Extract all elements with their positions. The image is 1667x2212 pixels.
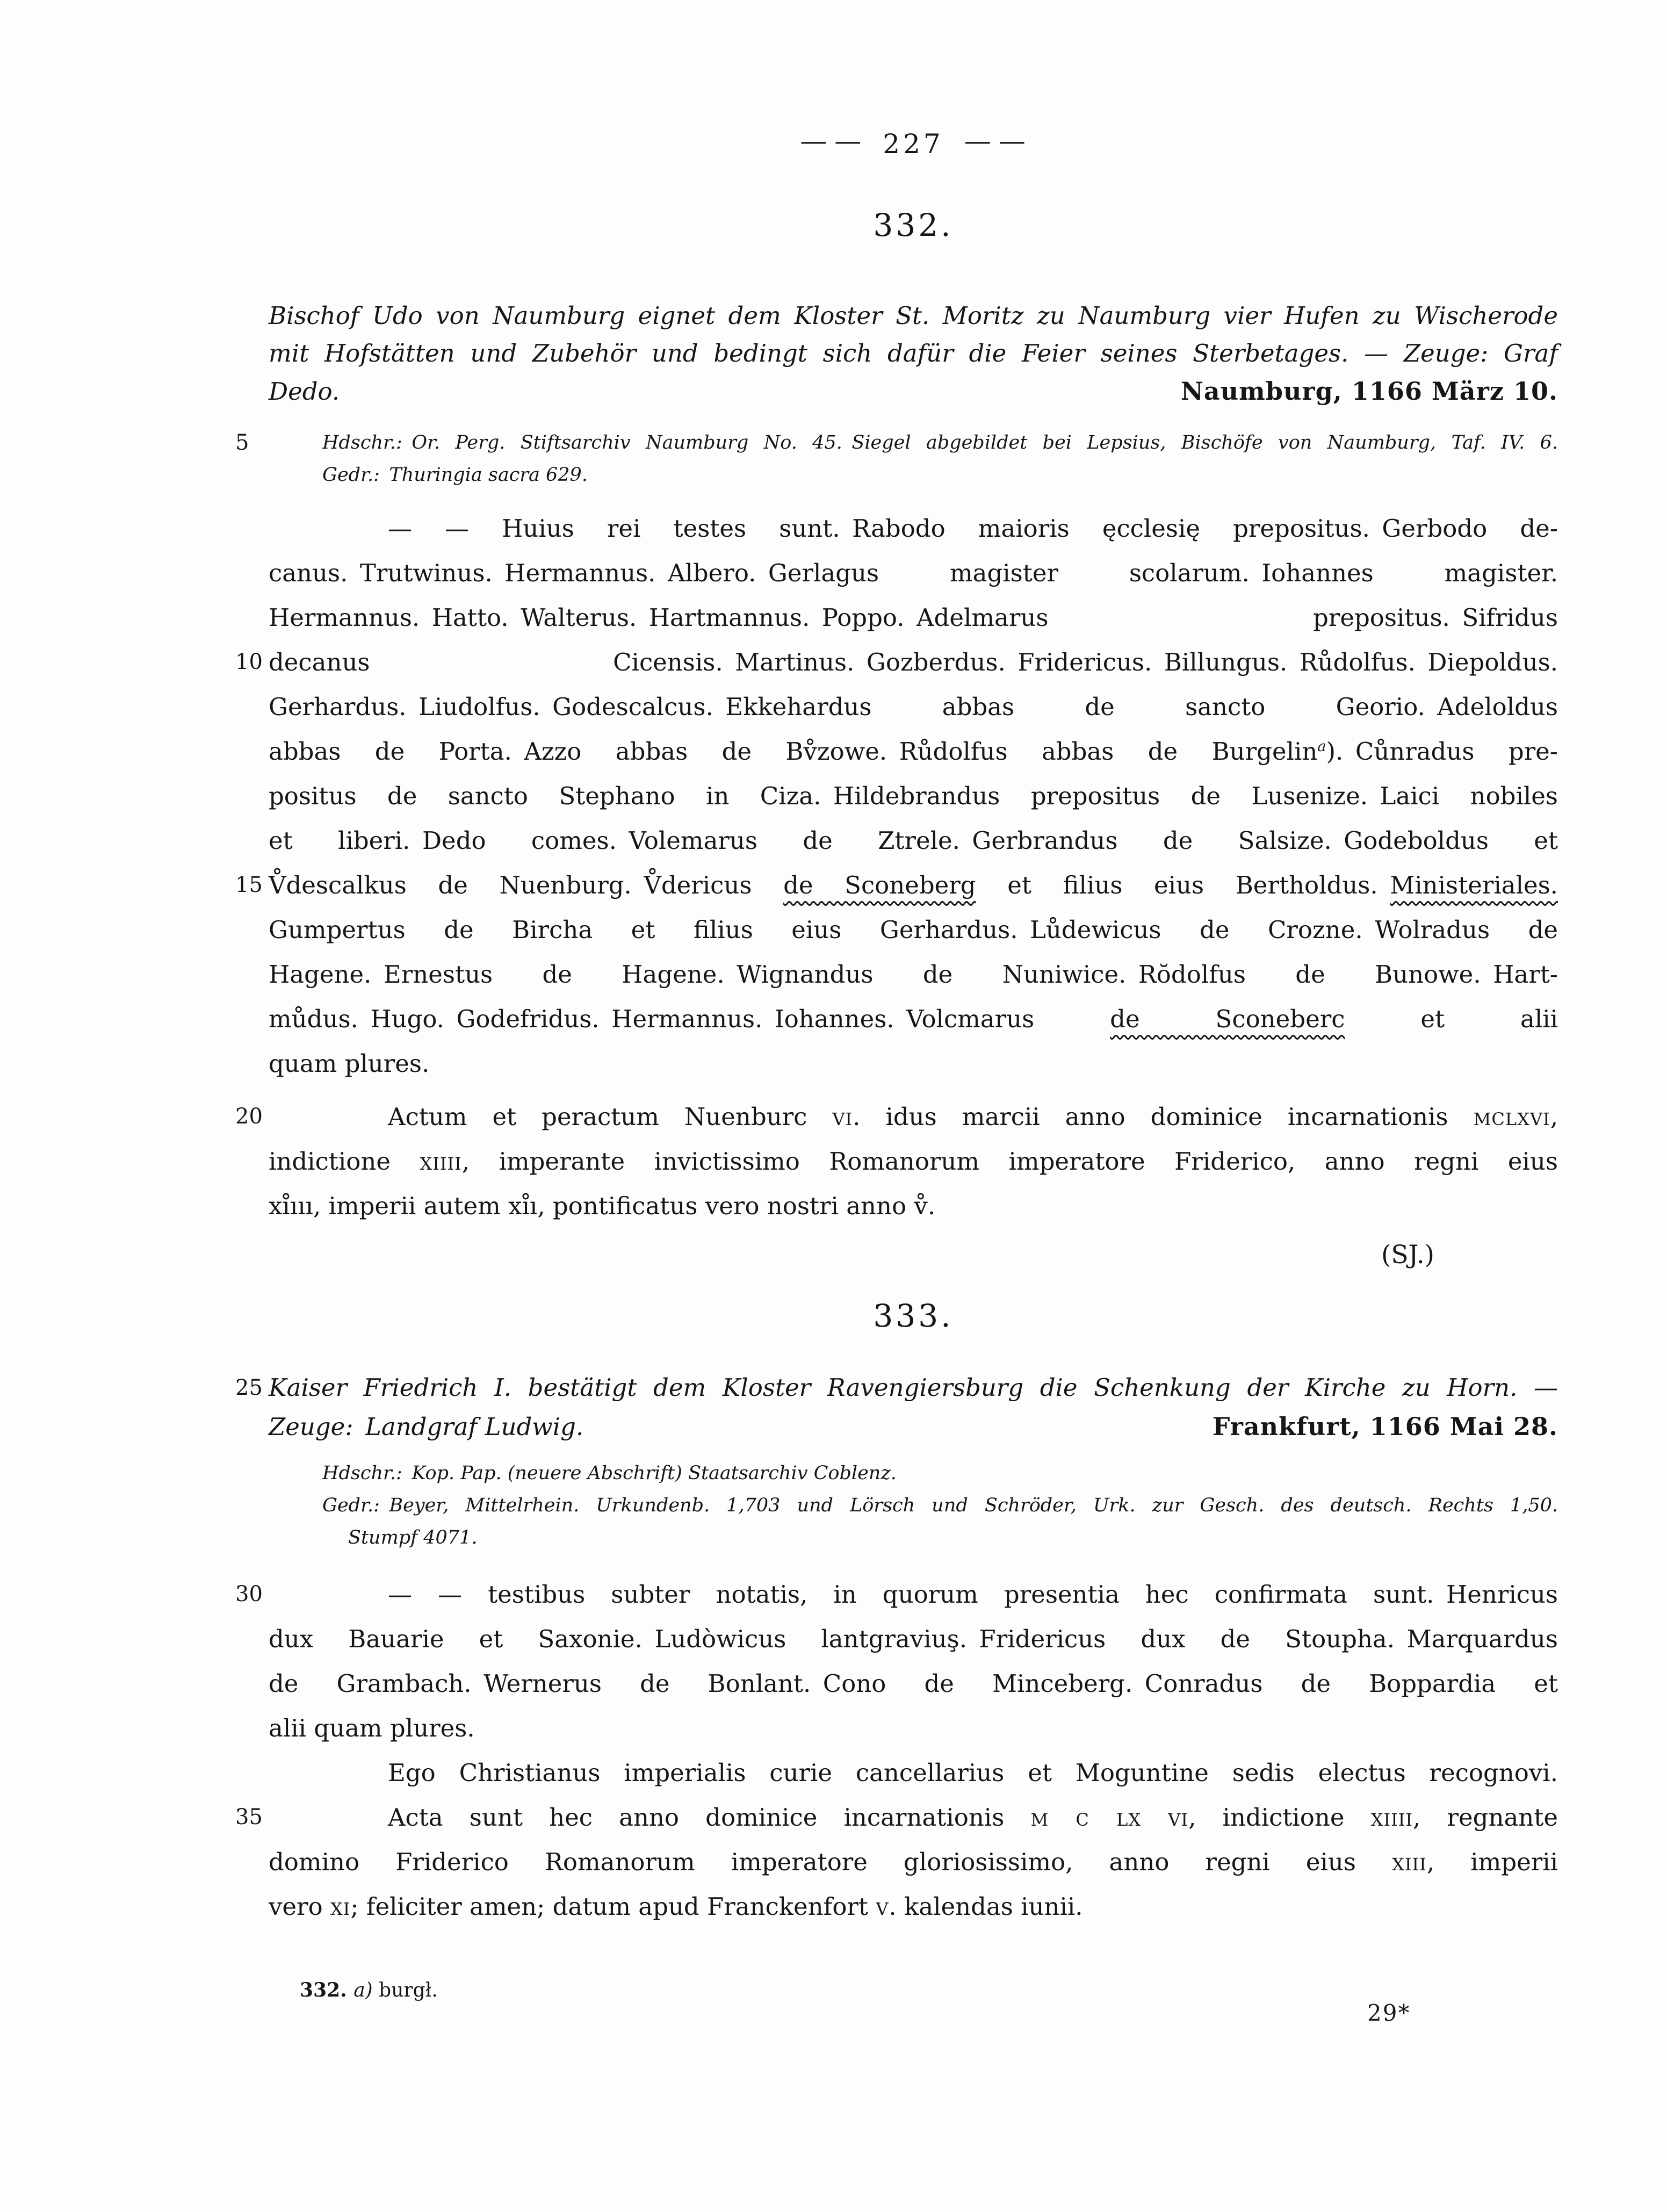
text-segment: v bbox=[876, 1892, 889, 1921]
text-segment: ). Cůnradus pre- bbox=[1326, 737, 1558, 766]
text-line bbox=[235, 1094, 1558, 1139]
text-line bbox=[235, 640, 1558, 685]
text-line bbox=[235, 863, 1558, 907]
text-segment: Actum et peractum Nuenburc bbox=[388, 1103, 833, 1131]
source-line: Stumpf 4071. bbox=[348, 1527, 478, 1548]
text-segment: vero bbox=[269, 1892, 330, 1921]
charter-332-place-date: Naumburg, 1166 März 10. bbox=[1180, 377, 1558, 406]
text-segment: V̊descalkus de Nuenburg. V̊dericus bbox=[269, 871, 784, 899]
text-segment: et alii bbox=[1345, 1005, 1558, 1033]
source-text: Hdschr.: Or. Perg. Stiftsarchiv Naumburg No. 45. Siegel abgebildet bei Lepsius, Bischöfe von Naumburg, Taf. IV. 6. bbox=[322, 432, 1558, 453]
page-header bbox=[269, 0, 1558, 163]
text-line bbox=[235, 1572, 1558, 1617]
text-segment: xi bbox=[330, 1892, 351, 1921]
text-line bbox=[269, 774, 1558, 818]
regest-line-end: Dedo. bbox=[269, 377, 340, 406]
text-segment: alii quam plures. bbox=[269, 1714, 475, 1742]
text-segment: , indictione bbox=[1188, 1803, 1371, 1832]
text-segment: Gumpertus de Bircha et filius eius Gerhardus. Lůdewicus de Crozne. Wolradus de bbox=[269, 916, 1558, 944]
regest-text: Kaiser Friedrich I. bestätigt dem Kloster Ravengiersburg die Schenkung der Kirche zu Horn. — bbox=[269, 1373, 1558, 1402]
text-line bbox=[235, 1795, 1558, 1840]
charter-333-text bbox=[235, 1572, 1558, 1929]
text-segment: xiiii bbox=[420, 1147, 462, 1176]
text-segment: Hagene. Ernestus de Hagene. Wignandus de Nuniwice. Rŏdolfus de Bunowe. Hart- bbox=[269, 960, 1558, 989]
text-segment: vi bbox=[832, 1103, 853, 1131]
text-line bbox=[269, 1041, 1558, 1086]
text-segment: canus. Trutwinus. Hermannus. Albero. Gerlagus magister scolarum. Iohannes magister. bbox=[269, 559, 1558, 587]
header-right-rule: — — bbox=[964, 125, 1027, 156]
text-segment: — — testibus subter notatis, in quorum presentia hec confirmata sunt. Henricus bbox=[388, 1580, 1558, 1609]
regest-line: mit Hofstätten und Zubehör und bedingt sich dafür die Feier seines Sterbetages. — Zeuge: Graf bbox=[269, 339, 1558, 368]
text-segment: , bbox=[1550, 1103, 1558, 1131]
text-line bbox=[269, 551, 1558, 595]
text-segment: a) bbox=[353, 1979, 373, 2001]
text-segment: xiii bbox=[1392, 1848, 1427, 1876]
text-segment: domino Friderico Romanorum imperatore gloriosissimo, anno regni eius bbox=[269, 1848, 1392, 1876]
text-line bbox=[269, 997, 1558, 1041]
margin-line-number: 25 bbox=[235, 1375, 263, 1400]
text-segment: quam plures. bbox=[269, 1049, 430, 1078]
text-segment: et liberi. Dedo comes. Volemarus de Ztrele. Gerbrandus de Salsize. Godeboldus et bbox=[269, 826, 1558, 855]
text-segment: dux Bauarie et Saxonie. Ludòwicus lantgraviuş. Fridericus dux de Stoupha. Marquardus bbox=[269, 1625, 1558, 1653]
text-line bbox=[269, 729, 1558, 774]
text-segment: et filius eius Bertholdus. bbox=[976, 871, 1390, 899]
text-line bbox=[269, 907, 1558, 952]
text-line bbox=[269, 818, 1558, 863]
charter-332-number: 332. bbox=[873, 207, 954, 243]
source-line: Hdschr.: Kop. Pap. (neuere Abschrift) Staatsarchiv Coblenz. bbox=[322, 1462, 897, 1484]
text-line-content bbox=[388, 1580, 1558, 1609]
text-line-content bbox=[388, 1103, 1558, 1131]
text-line bbox=[269, 685, 1558, 729]
source-line: Gedr.: Beyer, Mittelrhein. Urkundenb. 1,703 und Lörsch und Schröder, Urk. zur Gesch. des deutsch. Rechts 1,50. bbox=[322, 1495, 1558, 1516]
text-segment: decanus Cicensis. Martinus. Gozberdus. Fridericus. Billungus. Růdolfus. Diepoldus. bbox=[269, 648, 1558, 676]
text-segment: Ego Christianus imperialis curie cancellarius et Moguntine sedis electus recognovi. bbox=[388, 1759, 1558, 1787]
text-segment: 332. bbox=[300, 1979, 354, 2001]
text-segment: de Sconeberg bbox=[783, 871, 976, 899]
regest-dateline bbox=[269, 1407, 1558, 1446]
text-segment: a bbox=[1317, 738, 1326, 755]
text-line bbox=[269, 595, 1558, 640]
text-segment: mclxvi bbox=[1473, 1103, 1550, 1131]
source-line bbox=[235, 427, 1558, 459]
text-segment: abbas de Porta. Azzo abbas de Bv̊zowe. Růdolfus abbas de Burgelin bbox=[269, 737, 1318, 766]
printer-sheet-signature: 29* bbox=[1367, 2000, 1411, 2026]
margin-line-number: 5 bbox=[235, 430, 249, 455]
text-segment: Acta sunt hec anno dominice incarnationis bbox=[388, 1803, 1031, 1832]
text-segment: Hermannus. Hatto. Walterus. Hartmannus. Poppo. Adelmarus prepositus. Sifridus bbox=[269, 603, 1558, 632]
text-segment: ; feliciter amen; datum apud Franckenfort bbox=[350, 1892, 876, 1921]
margin-line-number: 15 bbox=[235, 873, 263, 897]
text-line bbox=[269, 1706, 1558, 1750]
regest-dateline bbox=[269, 372, 1558, 410]
text-segment: burgł. bbox=[372, 1979, 438, 2001]
header-left-rule: — — bbox=[800, 125, 863, 156]
text-segment: , imperante invictissimo Romanorum imperatore Friderico, anno regni eius bbox=[461, 1147, 1558, 1176]
text-segment: indictione bbox=[269, 1147, 420, 1176]
text-segment: positus de sancto Stephano in Ciza. Hildebrandus prepositus de Lusenize. Laici nobiles bbox=[269, 782, 1558, 810]
text-line bbox=[269, 952, 1558, 997]
source-line: Gedr.: Thuringia sacra 629. bbox=[322, 464, 588, 486]
text-line bbox=[269, 1840, 1558, 1884]
charter-332-text bbox=[235, 506, 1558, 1228]
text-segment: Ministeriales. bbox=[1390, 871, 1558, 899]
charter-333-sources bbox=[322, 1457, 1558, 1554]
charter-332-regest bbox=[269, 297, 1558, 410]
margin-line-number: 30 bbox=[235, 1582, 263, 1606]
text-line bbox=[269, 1184, 1558, 1228]
charter-333-number: 333. bbox=[873, 1298, 954, 1334]
text-segment: můdus. Hugo. Godefridus. Hermannus. Iohannes. Volcmarus bbox=[269, 1005, 1110, 1033]
text-segment: de Sconeberc bbox=[1110, 1005, 1345, 1033]
text-segment: , regnante bbox=[1413, 1803, 1558, 1832]
charter-333-regest bbox=[235, 1368, 1558, 1446]
text-line-content bbox=[388, 1803, 1558, 1832]
margin-line-number: 35 bbox=[235, 1805, 263, 1829]
text-segment: . kalendas iunii. bbox=[889, 1892, 1083, 1921]
text-line-content bbox=[269, 648, 1558, 676]
text-segment: , imperii bbox=[1426, 1848, 1558, 1876]
text-segment: m c lx vi bbox=[1030, 1803, 1189, 1832]
margin-line-number: 10 bbox=[235, 650, 263, 674]
margin-line-number: 20 bbox=[235, 1104, 263, 1129]
page-number: 227 bbox=[883, 128, 944, 160]
text-line bbox=[269, 1617, 1558, 1661]
text-segment: Gerhardus. Liudolfus. Godescalcus. Ekkehardus abbas de sancto Georio. Adeloldus bbox=[269, 693, 1558, 721]
regest-line-end: Zeuge: Landgraf Ludwig. bbox=[269, 1413, 584, 1441]
charter-332-notary-signature: (SJ.) bbox=[1381, 1240, 1434, 1270]
text-segment: de Grambach. Wernerus de Bonlant. Cono de Minceberg. Conradus de Boppardia et bbox=[269, 1669, 1558, 1698]
text-line bbox=[269, 1750, 1558, 1795]
regest-line: Bischof Udo von Naumburg eignet dem Kloster St. Moritz zu Naumburg vier Hufen zu Wischerode bbox=[269, 301, 1558, 330]
regest-line bbox=[235, 1368, 1558, 1407]
text-line bbox=[269, 506, 1558, 551]
charter-333-place-date: Frankfurt, 1166 Mai 28. bbox=[1212, 1412, 1558, 1441]
text-segment: xiiii bbox=[1370, 1803, 1413, 1832]
text-line-content bbox=[269, 871, 1558, 899]
text-segment: — — Huius rei testes sunt. Rabodo maioris ęcclesię prepositus. Gerbodo de- bbox=[388, 514, 1558, 543]
charter-332-sources bbox=[235, 427, 1558, 491]
text-line bbox=[269, 1661, 1558, 1706]
text-column bbox=[235, 0, 1558, 2007]
text-segment: xı̊ııı, imperii autem xı̊ı, pontificatus vero nostri anno v̊. bbox=[269, 1192, 936, 1220]
text-line bbox=[269, 1139, 1558, 1184]
text-line bbox=[269, 1884, 1558, 1929]
text-segment: . idus marcii anno dominice incarnationis bbox=[853, 1103, 1474, 1131]
